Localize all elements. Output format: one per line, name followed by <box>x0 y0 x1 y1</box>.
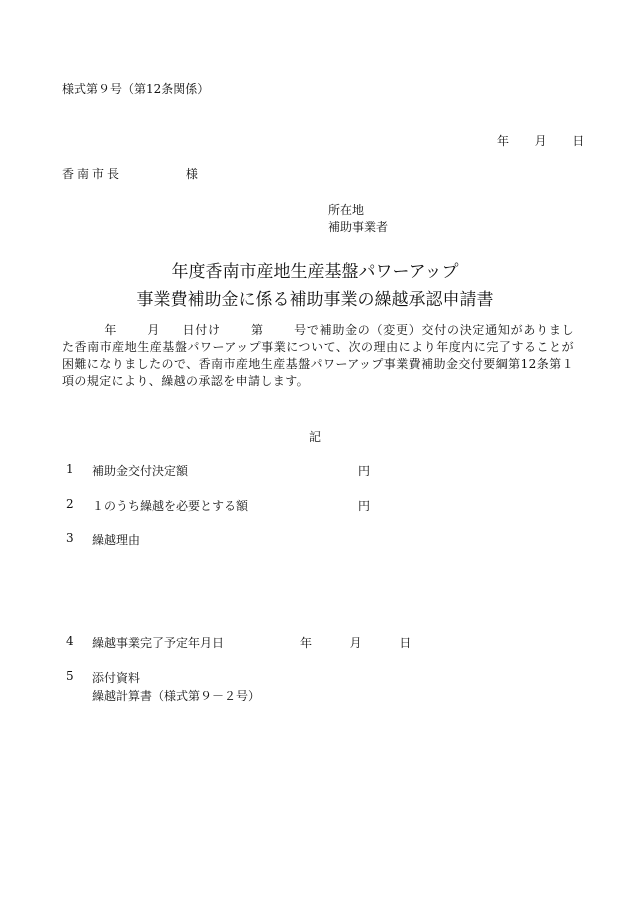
ki-heading: 記 <box>308 430 321 444</box>
form-number: 様式第９号（第12条関係） <box>62 82 210 96</box>
item-2-unit: 円 <box>358 499 371 513</box>
request-paragraph <box>62 322 574 390</box>
body-date: 日付け <box>182 323 221 337</box>
item-4-date <box>300 634 411 651</box>
item-1-unit: 円 <box>358 464 371 478</box>
applicant-block <box>328 202 388 236</box>
mayor-title: 香南市長 <box>62 167 123 181</box>
date-day: 日 <box>572 134 585 148</box>
item-3-label: 繰越理由 <box>92 533 141 547</box>
item-4-month: 月 <box>349 636 362 650</box>
document-title-line1: 年度香南市産地生産基盤パワーアップ <box>171 262 459 282</box>
address-label: 所在地 <box>328 203 365 217</box>
honorific: 様 <box>185 167 198 181</box>
item-2-label: １のうち繰越を必要とする額 <box>92 499 249 513</box>
application-date <box>497 132 584 149</box>
item-4-day: 日 <box>399 636 412 650</box>
document-title-line2: 事業費補助金に係る補助事業の繰越承認申請書 <box>136 290 494 310</box>
item-3-number: 3 <box>66 531 74 545</box>
addressee <box>62 165 198 182</box>
item-4-number: 4 <box>66 634 74 648</box>
date-month: 月 <box>534 134 547 148</box>
item-1-label: 補助金交付決定額 <box>92 464 189 478</box>
item-5-attachment: 繰越計算書（様式第９－２号） <box>92 689 261 703</box>
body-year: 年 <box>104 323 118 337</box>
item-4-label: 繰越事業完了予定年月日 <box>92 636 225 650</box>
item-1-number: 1 <box>66 462 74 476</box>
business-label: 補助事業者 <box>328 220 389 234</box>
body-dai: 第 <box>250 323 264 337</box>
item-5-number: 5 <box>66 669 74 683</box>
item-5-label: 添付資料 <box>92 671 141 685</box>
body-text: 号で補助金の（変更）交付の決定通知がありました香南市産地生産基盤パワーアップ事業について、次の理由により年度内に完了することが困難になりましたので、香南市産地生産基盤パワーアップ事業費補助金交付要綱第12条第１項の規定により、繰越の承認を申請します。 <box>62 323 574 388</box>
body-month: 月 <box>147 323 161 337</box>
item-2-number: 2 <box>66 497 74 511</box>
date-year: 年 <box>497 134 510 148</box>
item-4-year: 年 <box>300 636 313 650</box>
